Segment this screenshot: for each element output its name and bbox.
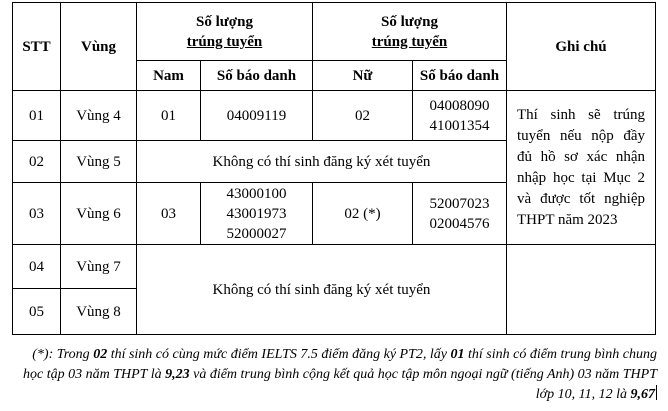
header-vung: Vùng xyxy=(61,3,137,91)
cell-ghi-chu-empty xyxy=(507,245,656,335)
header-male-line1: Số lượng xyxy=(196,13,253,30)
cell-vung: Vùng 8 xyxy=(61,289,137,335)
footnote-text-2: thí sinh có cùng mức điểm IELTS 7.5 điểm đăng ký PT2, lấy xyxy=(107,347,451,362)
footnote-bold-3: 9,23 xyxy=(165,367,190,382)
cell-no-candidates: Không có thí sinh đăng ký xét tuyển xyxy=(137,245,507,335)
header-female-group xyxy=(313,3,507,61)
cell-stt: 03 xyxy=(13,183,61,245)
cell-sbd-male xyxy=(201,183,313,245)
footnote-text-1: (*): Trong xyxy=(32,347,94,362)
results-table xyxy=(12,2,656,335)
sbd-value: 41001354 xyxy=(429,117,490,134)
cell-nam: 01 xyxy=(137,91,201,141)
header-nam: Nam xyxy=(137,61,201,91)
table-row xyxy=(13,91,656,141)
cell-nu: 02 (*) xyxy=(313,183,413,245)
header-female-line1: Số lượng xyxy=(381,13,438,30)
sbd-value: 04009119 xyxy=(226,107,287,124)
header-ghi-chu: Ghi chú xyxy=(507,3,656,91)
footnote xyxy=(12,345,657,405)
cell-sbd-female xyxy=(413,91,507,141)
sbd-value: 43001973 xyxy=(226,205,287,222)
cell-vung: Vùng 6 xyxy=(61,183,137,245)
footnote-text-3: thí sinh có điểm trung bình chung học tập 03 năm THPT là xyxy=(23,347,657,382)
header-sbd-female: Số báo danh xyxy=(413,61,507,91)
sbd-value: 04008090 xyxy=(429,97,490,114)
cell-stt: 02 xyxy=(13,141,61,183)
cell-sbd-male xyxy=(201,91,313,141)
cell-no-candidates: Không có thí sinh đăng ký xét tuyển xyxy=(137,141,507,183)
sbd-value: 52007023 xyxy=(429,195,490,212)
sbd-value: 43000100 xyxy=(226,185,287,202)
cell-vung: Vùng 7 xyxy=(61,245,137,289)
header-male-line2: trúng tuyển xyxy=(186,33,263,50)
cell-stt: 05 xyxy=(13,289,61,335)
header-stt: STT xyxy=(13,3,61,91)
header-sbd-male: Số báo danh xyxy=(201,61,313,91)
cell-sbd-female xyxy=(413,183,507,245)
header-female-line2: trúng tuyển xyxy=(371,33,448,50)
cell-nam: 03 xyxy=(137,183,201,245)
header-male-group xyxy=(137,3,313,61)
footnote-bold-2: 01 xyxy=(450,347,465,362)
cell-vung: Vùng 5 xyxy=(61,141,137,183)
footnote-bold-4: 9,67 xyxy=(630,387,655,402)
cell-vung: Vùng 4 xyxy=(61,91,137,141)
table-row xyxy=(13,245,656,289)
cell-nu: 02 xyxy=(313,91,413,141)
footnote-text-4: và điểm trung bình cộng kết quả học tập môn ngoại ngữ (tiếng Anh) 03 năm THPT lớp 10, 11, 12 là xyxy=(189,367,657,402)
cell-stt: 01 xyxy=(13,91,61,141)
footnote-bold-1: 02 xyxy=(93,347,108,362)
cell-stt: 04 xyxy=(13,245,61,289)
sbd-value: 02004576 xyxy=(429,215,490,232)
note-cell: Thí sinh sẽ trúng tuyển nếu nộp đầy đủ hồ sơ xác nhận nhập học tại Mục 2 và được tốt nghiệp THPT năm 2023 xyxy=(507,91,656,245)
text-cursor xyxy=(656,385,657,400)
sbd-value: 52000027 xyxy=(226,225,287,242)
header-nu: Nữ xyxy=(313,61,413,91)
